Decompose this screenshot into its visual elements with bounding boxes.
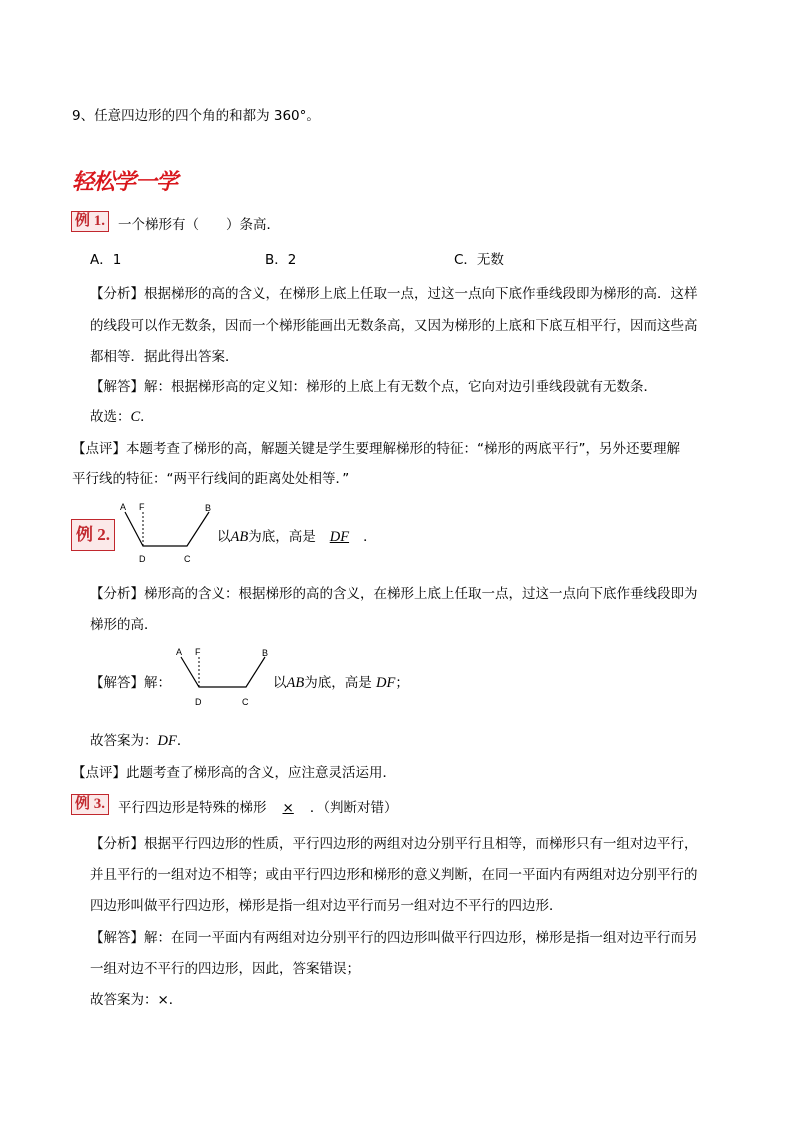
choice-value: C bbox=[130, 409, 141, 425]
choice-suffix: ． bbox=[140, 409, 154, 425]
question-text: 平行四边形是特殊的梯形 bbox=[118, 800, 267, 816]
analysis-text: 根据平行四边形的性质，平行四边形的两组对边分别平行且相等，而梯形只有一组对边平行， bbox=[144, 836, 698, 852]
answer-prefix-2: 以 bbox=[273, 675, 287, 691]
example-1-comment-line-1 bbox=[72, 437, 680, 457]
base-ab: AB bbox=[230, 529, 249, 545]
example-1-label: 例 1. bbox=[71, 211, 109, 232]
answer-tag: 【解答】 bbox=[90, 675, 144, 691]
comment-tag: 【点评】 bbox=[72, 765, 126, 781]
example-1-choice bbox=[90, 405, 154, 426]
vertex-a-label: A bbox=[176, 647, 183, 657]
trapezoid-figure-2 bbox=[171, 645, 271, 713]
example-2-question bbox=[217, 525, 377, 546]
analysis-text: 梯形高的含义：根据梯形的高的含义，在梯形上底上任取一点，过这一点向下底作垂线段即为 bbox=[144, 586, 698, 602]
vertex-c-label: C bbox=[242, 697, 249, 707]
vertex-d-label: D bbox=[139, 554, 146, 564]
question-suffix: ． bbox=[363, 529, 377, 545]
vertex-d-label: D bbox=[195, 697, 202, 707]
answer-mid: 为底，高是 bbox=[304, 675, 377, 691]
example-2-comment bbox=[72, 761, 396, 781]
vertex-b-label: B bbox=[262, 648, 269, 658]
comment-text: 本题考查了梯形的高，解题关键是学生要理解梯形的特征：“梯形的两底平行”，另外还要理解 bbox=[126, 441, 680, 457]
answer-tag: 【解答】 bbox=[90, 930, 144, 946]
question-suffix: ．（判断对错） bbox=[309, 800, 398, 816]
example-1-comment-line-2: 平行线的特征：“两平行线间的距离处处相等．” bbox=[72, 471, 350, 487]
analysis-text: 根据梯形的高的含义，在梯形上底上任取一点，过这一点向下底作垂线段即为梯形的高．这样 bbox=[144, 286, 698, 302]
example-1-option-a: A．1 bbox=[90, 252, 122, 268]
example-3-answer-line-1 bbox=[90, 926, 698, 946]
answer-text: 解：在同一平面内有两组对边分别平行的四边形叫做平行四边形，梯形是指一组对边平行而另 bbox=[144, 930, 698, 946]
answer-blank: DF bbox=[329, 529, 350, 545]
example-3-analysis-line-2: 并且平行的一组对边不相等；或由平行四边形和梯形的意义判断，在同一平面内有两组对边分别平行的 bbox=[90, 867, 698, 883]
example-3-final-answer: 故答案为：×． bbox=[90, 992, 183, 1008]
answer-blank: × bbox=[282, 800, 294, 816]
example-1-option-c: C．无数 bbox=[454, 252, 504, 268]
vertex-f-label: F bbox=[195, 647, 201, 657]
vertex-a-label: A bbox=[120, 502, 127, 512]
example-2-final-answer bbox=[90, 729, 190, 750]
example-2-label: 例 2. bbox=[71, 519, 115, 551]
example-1-analysis-line-1 bbox=[90, 282, 698, 302]
final-value: DF bbox=[157, 733, 177, 749]
question-mid: 为底，高是 bbox=[248, 529, 316, 545]
example-1-answer bbox=[90, 375, 657, 395]
example-1-analysis-line-2: 的线段可以作无数条，因而一个梯形能画出无数条高，又因为梯形的上底和下底互相平行，因而这些高 bbox=[90, 318, 698, 334]
example-3-label: 例 3. bbox=[71, 794, 109, 815]
answer-value: DF bbox=[376, 675, 396, 691]
example-1-question: 一个梯形有（ ）条高． bbox=[118, 217, 280, 233]
vertex-b-label: B bbox=[205, 503, 212, 513]
comment-tag: 【点评】 bbox=[72, 441, 126, 457]
comment-text: 此题考查了梯形高的含义，应注意灵活运用． bbox=[126, 765, 396, 781]
vertex-f-label: F bbox=[139, 502, 145, 512]
answer-text: 解：根据梯形高的定义知：梯形的上底上有无数个点，它向对边引垂线段就有无数条． bbox=[144, 379, 657, 395]
example-2-answer-text bbox=[273, 671, 409, 692]
question-prefix: 以 bbox=[217, 529, 231, 545]
analysis-tag: 【分析】 bbox=[90, 836, 144, 852]
final-prefix: 故答案为： bbox=[90, 733, 158, 749]
answer-suffix: ； bbox=[395, 675, 409, 691]
vertex-c-label: C bbox=[184, 554, 191, 564]
example-3-answer-line-2: 一组对边不平行的四边形，因此，答案错误； bbox=[90, 961, 360, 977]
choice-prefix: 故选： bbox=[90, 409, 131, 425]
example-2-analysis-line-1 bbox=[90, 582, 698, 602]
trapezoid-figure-1 bbox=[115, 500, 215, 572]
example-1-option-b: B．2 bbox=[265, 252, 297, 268]
answer-prefix: 解： bbox=[144, 675, 171, 691]
example-1-analysis-line-3: 都相等．据此得出答案． bbox=[90, 349, 239, 365]
base-ab: AB bbox=[286, 675, 305, 691]
example-2-analysis-line-2: 梯形的高． bbox=[90, 617, 158, 633]
example-3-analysis-line-1 bbox=[90, 832, 698, 852]
example-2-answer-intro bbox=[90, 671, 171, 691]
example-3-analysis-line-3: 四边形叫做平行四边形，梯形是指一组对边平行而另一组对边不平行的四边形． bbox=[90, 898, 563, 914]
item-9-text: 9、任意四边形的四个角的和都为 360°。 bbox=[72, 108, 320, 124]
section-title: 轻松学一学 bbox=[72, 169, 178, 195]
answer-tag: 【解答】 bbox=[90, 379, 144, 395]
analysis-tag: 【分析】 bbox=[90, 286, 144, 302]
analysis-tag: 【分析】 bbox=[90, 586, 144, 602]
example-3-question bbox=[118, 796, 398, 816]
final-suffix: ． bbox=[176, 733, 191, 749]
